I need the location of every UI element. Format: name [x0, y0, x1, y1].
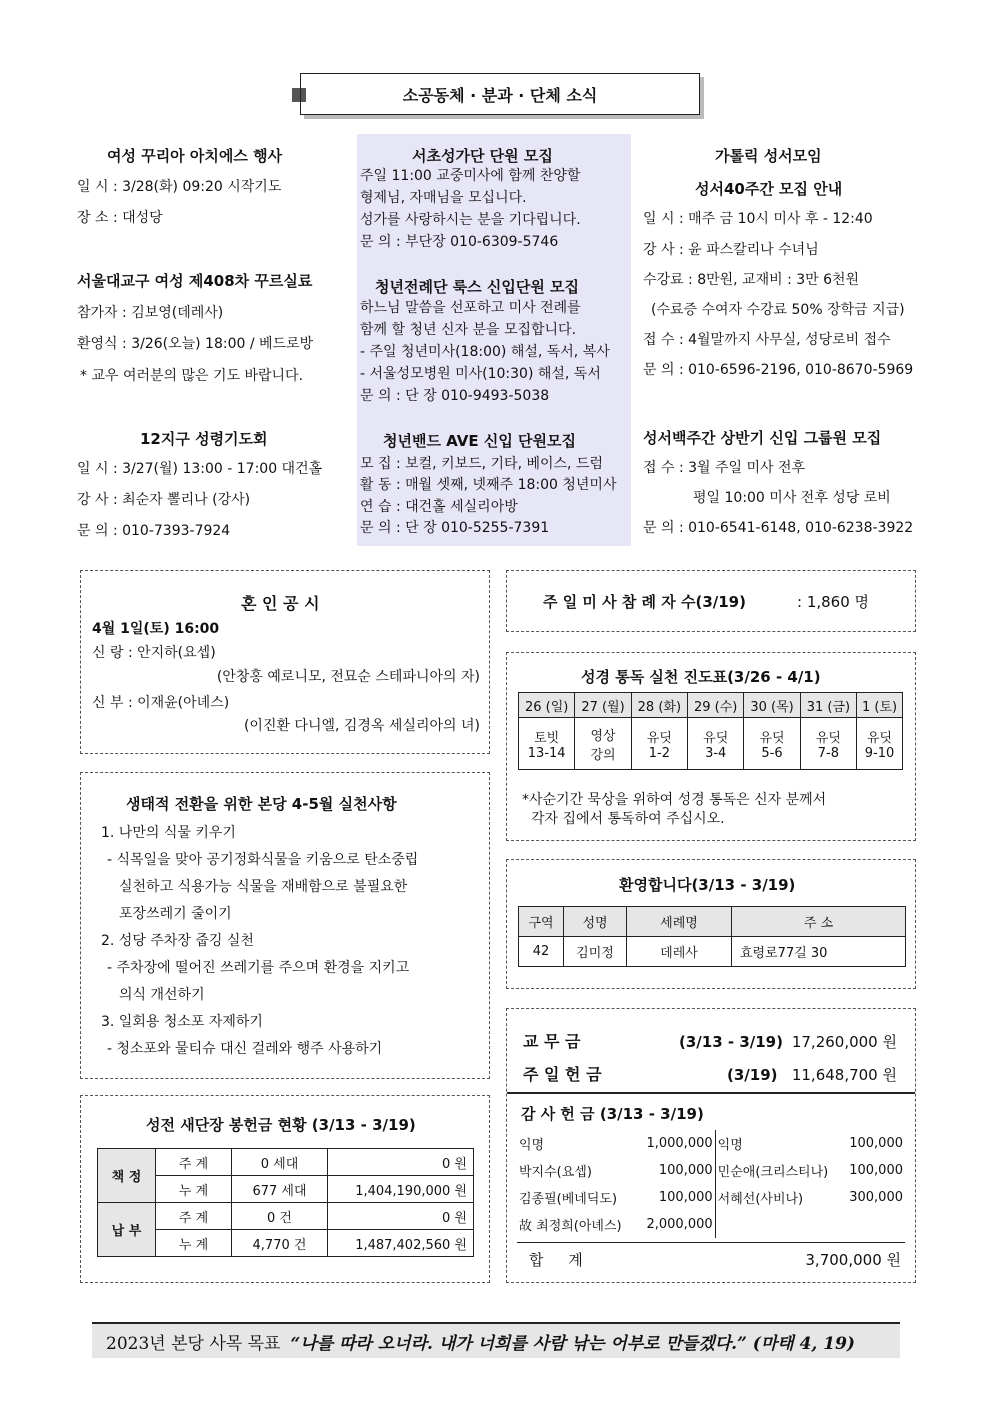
- day-header: 27 (월): [575, 693, 631, 718]
- bible-group-scholarship: (수료증 수여자 수강료 50% 장학금 지급): [651, 302, 905, 318]
- womens-curia-time: 일 시 : 3/28(화) 09:20 시작기도: [77, 179, 282, 195]
- donor-amount: 100,000: [624, 1157, 716, 1184]
- reading-cell: [575, 718, 631, 770]
- bible-reading-table: [518, 692, 903, 770]
- eco-item-3-desc: - 청소포와 물티슈 대신 걸레와 행주 사용하기: [107, 1041, 383, 1057]
- total-divider: [517, 1242, 905, 1243]
- band-title: 청년밴드 AVE 신입 단원모집: [383, 432, 577, 450]
- reading-book: 유딧: [866, 730, 893, 746]
- lux-contact: 문 의 : 단 장 010-9493-5038: [360, 388, 550, 404]
- eco-item-1: 1. 나만의 식물 키우기: [101, 825, 236, 841]
- reading-chapters: 5-6: [761, 745, 783, 761]
- reading-cell: [800, 718, 856, 770]
- eco-item-2-desc-2: 의식 개선하기: [119, 987, 205, 1003]
- womens-curia-place: 장 소 : 대성당: [77, 210, 163, 226]
- day-header: 31 (금): [800, 693, 856, 718]
- eco-item-1-desc-2: 실천하고 식용가능 식물을 재배함으로 불필요한: [119, 879, 408, 895]
- sunday-collection-period: (3/19): [727, 1066, 778, 1084]
- choir-line-3: 성가를 사랑하시는 분을 기다립니다.: [360, 212, 581, 228]
- baptismal-name-cell: 데레사: [627, 937, 732, 967]
- lux-line-2: 함께 할 청년 신자 분을 모집합니다.: [360, 322, 577, 338]
- reading-book: 유딧: [759, 730, 785, 746]
- paid-weekly-amount: 0 원: [328, 1203, 474, 1230]
- day-header: 26 (일): [519, 693, 575, 718]
- bible-100-contact: 문 의 : 010-6541-6148, 010-6238-3922: [643, 520, 914, 536]
- eco-item-3: 3. 일회용 청소포 자제하기: [101, 1014, 263, 1030]
- marriage-banns-title: 혼 인 공 시: [241, 594, 320, 613]
- reading-chapters: 7-8: [817, 745, 839, 761]
- column-header: 구역: [519, 907, 564, 937]
- reading-book: 영상: [590, 728, 616, 744]
- eco-practice-box: [80, 772, 490, 1079]
- choir-title: 서초성가단 단원 모집: [412, 147, 553, 165]
- pastoral-goal-footer: [92, 1322, 900, 1358]
- donor-amount: 100,000: [624, 1184, 716, 1211]
- district-cell: 42: [519, 937, 564, 967]
- choir-contact: 문 의 : 부단장 010-6309-5746: [360, 234, 559, 250]
- eco-practice-title: 생태적 전환을 위한 본당 4-5월 실천사항: [126, 795, 397, 813]
- pledged-weekly-amount: 0 원: [328, 1149, 474, 1176]
- welcome-box: [506, 859, 916, 989]
- day-header: 30 (목): [744, 693, 800, 718]
- reading-book: 유딧: [646, 730, 672, 746]
- bible-100-weekday: 평일 10:00 미사 전후 성당 로비: [693, 490, 891, 506]
- womens-curia-title: 여성 꾸리아 아치에스 행사: [107, 147, 283, 165]
- cursillo-welcome: 환영식 : 3/26(오늘) 18:00 / 베드로방: [77, 336, 314, 352]
- mass-attendance-label: 주 일 미 사 참 례 자 수(3/19): [543, 593, 746, 611]
- reading-cell: [519, 718, 575, 770]
- bible-group-time: 일 시 : 매주 금 10시 미사 후 - 12:40: [643, 211, 873, 227]
- bible-100-title: 성서백주간 상반기 신입 그룹원 모집: [643, 429, 882, 447]
- donor-name: 박지수(요셉): [519, 1165, 592, 1180]
- reading-chapters: 1-2: [648, 745, 670, 761]
- column-header: 세례명: [627, 907, 732, 937]
- bible-group-title: 가톨릭 성서모임: [715, 147, 822, 165]
- donor-name: 김종필(베네딕도): [519, 1192, 618, 1207]
- table-row: [517, 1130, 905, 1157]
- donor-name: 익명: [717, 1138, 743, 1153]
- pledged-weekly-count: 0 세대: [232, 1149, 328, 1176]
- welcome-table: [518, 906, 906, 967]
- paid-weekly-count: 0 건: [232, 1203, 328, 1230]
- pledged-group-label: 책 정: [98, 1149, 156, 1203]
- renovation-offering-title: 성전 새단장 봉헌금 현황 (3/13 - 3/19): [146, 1116, 416, 1134]
- lux-line-4: - 서울성모병원 미사(10:30) 해설, 독서: [360, 366, 601, 382]
- donor-amount: [847, 1211, 905, 1238]
- thanksgiving-total-value: 3,700,000 원: [805, 1251, 901, 1269]
- donor-name: 익명: [519, 1138, 545, 1153]
- donor-name: 故 최정희(아녜스): [519, 1219, 622, 1234]
- paid-weekly-label: 주 계: [156, 1203, 232, 1230]
- cursillo-note: * 교우 여러분의 많은 기도 바랍니다.: [80, 368, 304, 384]
- mass-attendance-box: [506, 570, 916, 632]
- bride-name: 신 부 : 이재윤(아녜스): [92, 695, 230, 711]
- table-row: [519, 937, 906, 967]
- prayer-meeting-title: 12지구 성령기도회: [140, 430, 268, 448]
- donor-amount: 1,000,000: [624, 1130, 716, 1157]
- section-title: 소공동체 · 분과 · 단체 소식: [300, 73, 700, 115]
- name-cell: 김미정: [564, 937, 627, 967]
- band-line-1: 모 집 : 보컬, 키보드, 기타, 베이스, 드럼: [360, 456, 604, 472]
- tithe-value: 17,260,000 원: [791, 1033, 897, 1051]
- table-row: [517, 1211, 905, 1238]
- marriage-date: 4월 1일(토) 16:00: [92, 621, 220, 637]
- table-row: [517, 1157, 905, 1184]
- marriage-banns-box: [80, 570, 490, 754]
- renovation-offering-box: [80, 1095, 490, 1283]
- reading-book: 유딧: [815, 730, 841, 746]
- tithe-label: [523, 1032, 671, 1052]
- choir-line-2: 형제님, 자매님을 모십니다.: [360, 190, 527, 206]
- day-header: 28 (화): [631, 693, 687, 718]
- tithe-label-text: 교 무 금: [523, 1032, 581, 1051]
- prayer-meeting-speaker: 강 사 : 최순자 뽈리나 (강사): [77, 492, 251, 508]
- reading-chapters: 3-4: [705, 745, 727, 761]
- groom-parents: (안창홍 예로니모, 전묘순 스테파니아의 자): [216, 669, 480, 685]
- pledged-total-amount: 1,404,190,000 원: [328, 1176, 474, 1203]
- eco-item-2: 2. 성당 주차장 줍깅 실천: [101, 933, 254, 949]
- finance-summary: [519, 1027, 903, 1099]
- pledged-total-count: 677 세대: [232, 1176, 328, 1203]
- bible-reading-title: 성경 통독 실천 진도표(3/26 - 4/1): [581, 668, 821, 686]
- renovation-offering-table: [97, 1148, 474, 1257]
- lux-title: 청년전례단 룩스 신입단원 모집: [375, 278, 580, 296]
- reading-cell: [857, 718, 903, 770]
- pastoral-goal-quote: “나를 따라 오너라. 내가 너희를 사람 낚는 어부로 만들겠다.” (마태 4, 19): [290, 1333, 855, 1354]
- paid-total-count: 4,770 건: [232, 1230, 328, 1257]
- paid-group-label: 납 부: [98, 1203, 156, 1257]
- thanksgiving-total-label: 합 계: [529, 1251, 593, 1269]
- band-contact: 문 의 : 단 장 010-5255-7391: [360, 520, 550, 536]
- address-cell: 효령로77길 30: [732, 937, 906, 967]
- day-header: 1 (토): [857, 693, 903, 718]
- reading-chapters: 13-14: [527, 745, 566, 761]
- sunday-collection-label: 주 일 헌 금: [523, 1065, 602, 1084]
- donor-amount: 300,000: [849, 1190, 903, 1205]
- groom-name: 신 랑 : 안지하(요셉): [92, 645, 216, 661]
- column-header: 주 소: [732, 907, 906, 937]
- bride-parents: (이진환 다니엘, 김경옥 세실리아의 녀): [243, 718, 480, 734]
- thanksgiving-table: [517, 1130, 905, 1238]
- cursillo-participant: 참가자 : 김보영(데레사): [77, 305, 224, 321]
- day-header: 29 (수): [688, 693, 744, 718]
- bible-group-teacher: 강 사 : 윤 파스칼리나 수녀님: [643, 242, 819, 258]
- bible-reading-note-1: *사순기간 묵상을 위하여 성경 통독은 신자 분께서: [522, 792, 827, 808]
- band-line-2: 활 동 : 매월 셋째, 넷째주 18:00 청년미사: [360, 477, 617, 493]
- pledged-weekly-label: 주 계: [156, 1149, 232, 1176]
- paid-total-label: 누 계: [156, 1230, 232, 1257]
- column-header: 성명: [564, 907, 627, 937]
- bible-100-registration: 접 수 : 3월 주일 미사 전후: [643, 460, 806, 476]
- eco-item-1-desc-3: 포장쓰레기 줄이기: [119, 906, 232, 922]
- reading-book: 유딧: [703, 730, 729, 746]
- eco-item-1-desc-1: - 식목일을 맞아 공기정화식물을 키움으로 탄소중립: [107, 852, 419, 868]
- pledged-total-label: 누 계: [156, 1176, 232, 1203]
- reading-cell: [631, 718, 687, 770]
- reading-chapters: 9-10: [864, 745, 895, 761]
- donor-amount: 100,000: [849, 1163, 903, 1178]
- welcome-title: 환영합니다(3/13 - 3/19): [619, 876, 796, 894]
- lux-line-3: - 주일 청년미사(18:00) 해설, 독서, 복사: [360, 344, 610, 360]
- bible-group-registration: 접 수 : 4월말까지 사무실, 성당로비 접수: [643, 332, 891, 348]
- band-line-3: 연 습 : 대건홀 세실리아방: [360, 499, 518, 515]
- table-row: [517, 1184, 905, 1211]
- bible-reading-box: [506, 652, 916, 841]
- finance-divider: [507, 1092, 915, 1094]
- reading-chapters: 강의: [590, 747, 616, 763]
- reading-cell: [744, 718, 800, 770]
- tithe-period: (3/13 - 3/19): [679, 1033, 783, 1051]
- mass-attendance-value: : 1,860 명: [797, 593, 870, 611]
- lux-line-1: 하느님 말씀을 선포하고 미사 전례를: [360, 300, 581, 316]
- eco-item-2-desc-1: - 주차장에 떨어진 쓰레기를 주으며 환경을 지키고: [107, 960, 410, 976]
- thanksgiving-title: 감 사 헌 금 (3/13 - 3/19): [521, 1105, 704, 1123]
- bible-reading-note-2: 각자 집에서 통독하여 주십시오.: [531, 811, 725, 827]
- reading-cell: [688, 718, 744, 770]
- prayer-meeting-contact: 문 의 : 010-7393-7924: [77, 523, 231, 539]
- finance-box: [506, 1008, 916, 1283]
- paid-total-amount: 1,487,402,560 원: [328, 1230, 474, 1257]
- donor-amount: 2,000,000: [624, 1211, 716, 1238]
- cursillo-title: 서울대교구 여성 제408차 꾸르실료: [77, 272, 313, 290]
- choir-line-1: 주일 11:00 교중미사에 함께 찬양할: [360, 168, 581, 184]
- reading-book: 토빗: [534, 730, 560, 746]
- sunday-collection-value: 11,648,700 원: [791, 1066, 897, 1084]
- prayer-meeting-time: 일 시 : 3/27(월) 13:00 - 17:00 대건홀: [77, 461, 323, 477]
- pastoral-goal-prefix: 2023년 본당 사목 목표: [106, 1333, 281, 1354]
- bible-group-contact: 문 의 : 010-6596-2196, 010-8670-5969: [643, 362, 914, 378]
- bible-group-subtitle: 성서40주간 모집 안내: [695, 180, 843, 198]
- donor-name: 민순애(크리스티나): [717, 1165, 829, 1180]
- donor-amount: 100,000: [849, 1136, 903, 1151]
- donor-name: 서혜선(사비나): [717, 1192, 804, 1207]
- donor-name: [715, 1211, 847, 1238]
- bible-group-fee: 수강료 : 8만원, 교재비 : 3만 6천원: [643, 272, 860, 288]
